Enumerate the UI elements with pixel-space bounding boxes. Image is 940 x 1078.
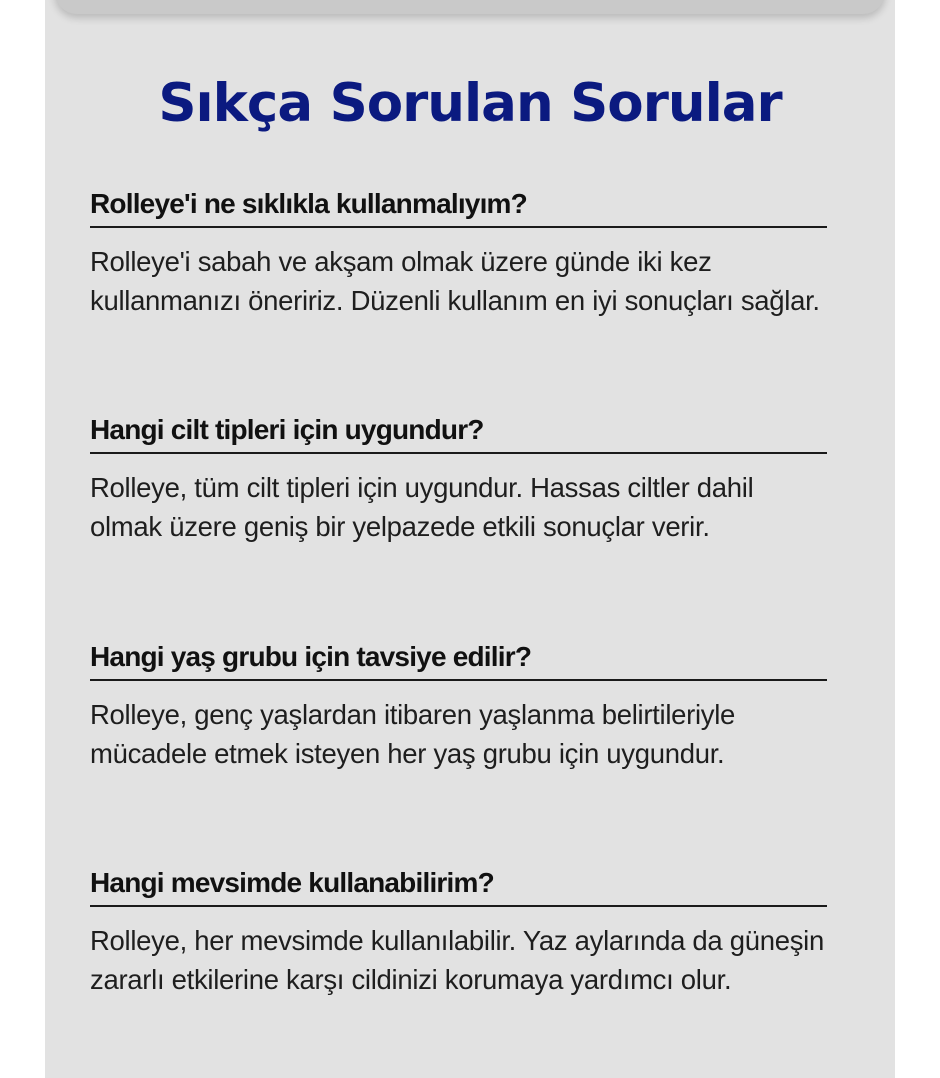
page-title: Sıkça Sorulan Sorular xyxy=(158,73,782,134)
faq-question: Hangi cilt tipleri için uygundur? xyxy=(90,412,827,454)
faq-question: Rolleye'i ne sıklıkla kullanmalıyım? xyxy=(90,186,827,228)
faq-panel xyxy=(45,0,895,1078)
faq-item xyxy=(90,639,827,773)
faq-item xyxy=(90,865,827,999)
top-header-bar xyxy=(55,0,885,14)
faq-answer: Rolleye, genç yaşlardan itibaren yaşlanma belirtileriyle mücadele etmek isteyen her yaş grubu için uygundur. xyxy=(90,699,736,769)
faq-answer: Rolleye'i sabah ve akşam olmak üzere günde iki kez kullanmanızı öneririz. Düzenli kullanım en iyi sonuçları sağlar. xyxy=(90,246,820,316)
faq-question: Hangi mevsimde kullanabilirim? xyxy=(90,865,827,907)
faq-question: Hangi yaş grubu için tavsiye edilir? xyxy=(90,639,827,681)
faq-answer: Rolleye, tüm cilt tipleri için uygundur. Hassas ciltler dahil olmak üzere geniş bir yelpazede etkili sonuçlar verir. xyxy=(90,472,754,542)
faq-item xyxy=(90,412,827,546)
faq-item xyxy=(90,186,827,320)
faq-answer: Rolleye, her mevsimde kullanılabilir. Yaz aylarında da güneşin zararlı etkilerine karşı cildinizi korumaya yardımcı olur. xyxy=(90,925,824,995)
